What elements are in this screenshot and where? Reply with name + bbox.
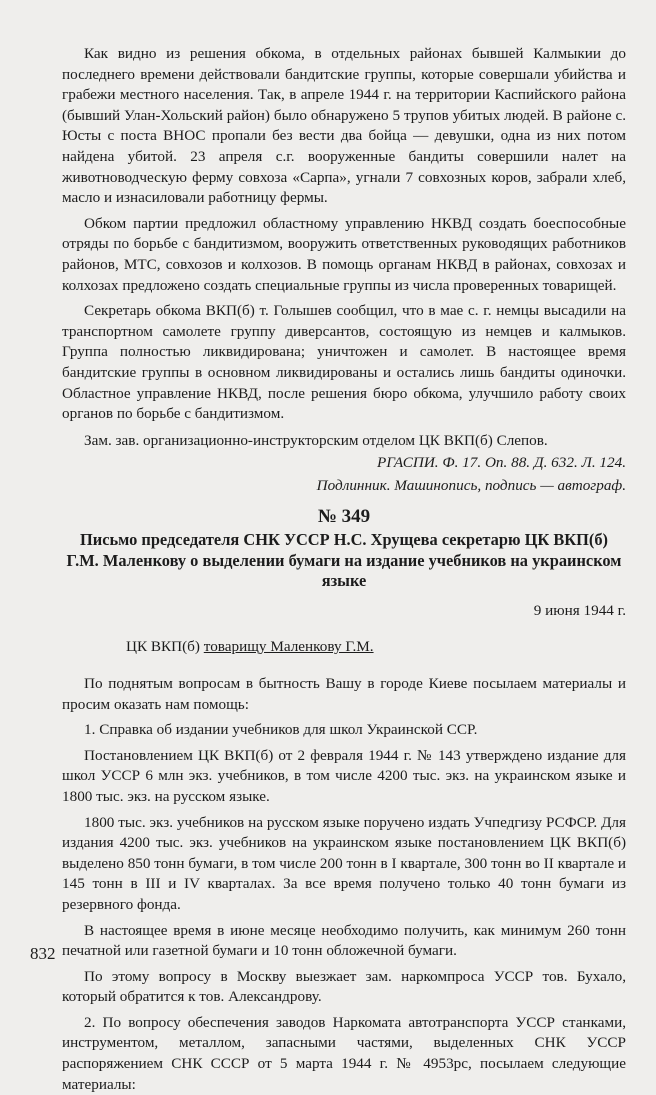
addressee-prefix: ЦК ВКП(б) [126, 637, 204, 655]
paragraph: По этому вопросу в Москву выезжает зам. наркомпроса УССР тов. Бухало, который обратится к тов. Александрову. [62, 967, 626, 1006]
paragraph: 2. По вопросу обеспечения заводов Наркомата автотранспорта УССР станками, инструментом, металлом, запасными частями, выделенных СНК УССР распоряжением СНК СССР от 5 марта 1944 г. № 4953рс, посылаем следующие материалы: [62, 1013, 626, 1093]
letter-text [62, 674, 626, 1095]
source-note: Подлинник. Машинопись, подпись — автограф. [316, 476, 626, 494]
document-title: Письмо председателя СНК УССР Н.С. Хрущева секретарю ЦК ВКП(б) Г.М. Маленкову о выделении бумаги на издание учебников на украинском языке [66, 530, 622, 591]
addressee [62, 638, 626, 656]
intro-text [62, 44, 626, 425]
paragraph: В настоящее время в июне месяце необходимо получить, как минимум 260 тонн печатной или газетной бумаги и 10 тонн обложечной бумаги. [62, 921, 626, 960]
paragraph: 1800 тыс. экз. учебников на русском языке поручено издать Учпедгизу РСФСР. Для издания 4200 тыс. экз. учебников на украинском языке постановлением ЦК ВКП(б) выделено 850 тонн бумаги, в том числе 200 тонн в I квартале, 300 тонн во II квартале и 145 тонн в III и IV кварталах. За все время получено только 40 тонн бумаги из резервного фонда. [62, 813, 626, 913]
paragraph: Как видно из решения обкома, в отдельных районах бывшей Калмыкии до последнего времени действовали бандитские группы, которые совершали убийства и грабежи местного населения. Так, в апреле 1944 г. на территории Каспийского района (бывший Улан-Хольский район) было обнаружено 5 трупов убитых людей. В районе с. Юсты с поста ВНОС пропали без вести два бойца — девушки, одна из них потом найдена убитой. 23 апреля с.г. вооруженные бандиты совершили налет на животноводческую ферму совхоза «Сарпа», угнали 7 совхозных коров, забрали хлеб, масло и изнасиловали работницу фермы. [62, 45, 626, 207]
archive-reference: РГАСПИ. Ф. 17. Оп. 88. Д. 632. Л. 124. [377, 454, 626, 472]
addressee-name: товарищу Маленкову Г.М. [203, 637, 374, 655]
document-date: 9 июня 1944 г. [533, 601, 626, 619]
paragraph: Постановлением ЦК ВКП(б) от 2 февраля 1944 г. № 143 утверждено издание для школ УССР 6 млн экз. учебников, в том числе 4200 тыс. экз. на украинском языке и 1800 тыс. экз. на русском языке. [62, 746, 626, 805]
paragraph: Секретарь обкома ВКП(б) т. Голышев сообщил, что в мае с. г. немцы высадили на транспортном самолете группу диверсантов, состоящую из немцев и калмыков. Группа полностью ликвидирована; уничтожен и самолет. В настоящее время бандитские группы в основном ликвидированы и остались лишь бандиты одиночки. Областное управление НКВД, после решения бюро обкома, улучшило работу своих органов по борьбе с бандитизмом. [62, 302, 626, 423]
page-number: 832 [30, 944, 56, 963]
document-number: № 349 [317, 506, 371, 528]
paragraph: 1. Справка об издании учебников для школ Украинской ССР. [84, 721, 478, 739]
paragraph: По поднятым вопросам в бытность Вашу в городе Киеве посылаем материалы и просим оказать нам помощь: [62, 674, 626, 713]
signature-line: Зам. зав. организационно-инструкторским отделом ЦК ВКП(б) Слепов. [84, 431, 548, 449]
paragraph: Обком партии предложил областному управлению НКВД создать боеспособные отряды по борьбе с бандитизмом, вооружить ответственных руководящих работников районов, МТС, совхозов и колхозов. В помощь органам НКВД в районах, совхозах и колхозах предложено создать специальные группы из числа проверенных товарищей. [62, 214, 626, 294]
